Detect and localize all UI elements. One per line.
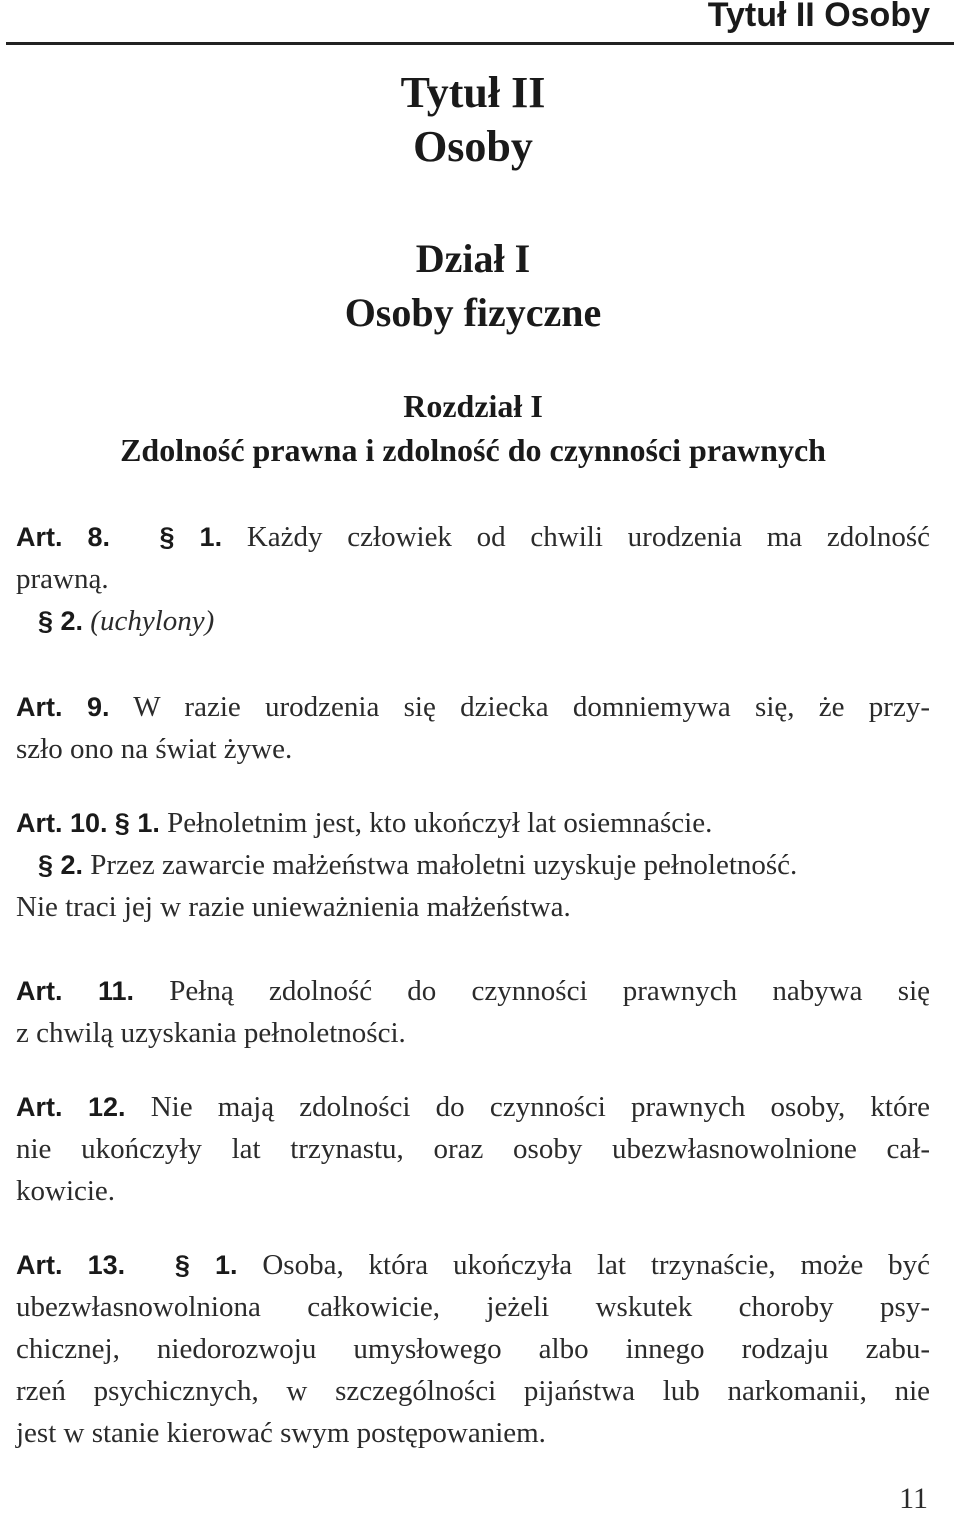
article-10	[16, 802, 930, 928]
article-10-paragraph-2	[16, 844, 930, 886]
title-heading	[0, 66, 946, 174]
article-text: Każdy człowiek od chwili urodzenia ma zdolność	[246, 521, 931, 553]
article-text: Przez zawarcie małżeństwa małoletni uzyskuje pełnoletność.	[90, 849, 798, 881]
running-header: Tytuł II Osoby	[707, 0, 930, 34]
article-text: Nie mają zdolności do czynności prawnych osoby, które	[150, 1091, 930, 1123]
paragraph-number: § 1.	[174, 1250, 238, 1280]
page-number: 11	[899, 1482, 928, 1515]
article-13-line-5: jest w stanie kierować swym postępowaniem.	[16, 1417, 546, 1449]
article-10-line-3: Nie traci jej w razie unieważnienia małżeństwa.	[16, 891, 571, 923]
article-9-line-1	[16, 686, 930, 728]
section-heading	[0, 232, 946, 340]
article-label: Art. 11.	[16, 976, 135, 1006]
article-label: Art. 10.	[16, 808, 108, 838]
article-13-line-2: ubezwłasnowolniona całkowicie, jeżeli wskutek choroby psy-	[16, 1291, 930, 1323]
article-label: Art. 9.	[16, 692, 110, 722]
article-text: (uchylony)	[90, 605, 215, 637]
article-text: Pełną zdolność do czynności prawnych nabywa się	[169, 975, 931, 1007]
article-13-line-4: rzeń psychicznych, w szczególności pijaństwa lub narkomanii, nie	[16, 1375, 930, 1407]
article-8-line-1	[16, 516, 930, 558]
article-12	[16, 1086, 930, 1212]
title-line-1: Tytuł II	[400, 68, 546, 117]
title-line-2: Osoby	[413, 122, 533, 171]
article-12-line-3: kowicie.	[16, 1175, 116, 1207]
article-8-line-2: prawną.	[16, 563, 109, 595]
chapter-line-1: Rozdział I	[403, 388, 543, 424]
chapter-heading	[0, 384, 946, 472]
chapter-line-2: Zdolność prawna i zdolność do czynności prawnych	[120, 432, 826, 468]
article-9	[16, 686, 930, 770]
article-9-line-2: szło ono na świat żywe.	[16, 733, 293, 765]
article-13	[16, 1244, 930, 1454]
article-text: W razie urodzenia się dziecka domniemywa się, że przy-	[133, 691, 930, 723]
article-12-line-1	[16, 1086, 930, 1128]
article-13-line-1	[16, 1244, 930, 1286]
article-8	[16, 516, 930, 642]
article-10-line-1	[16, 802, 930, 844]
paragraph-number: § 1.	[114, 808, 160, 838]
paragraph-number: § 1.	[159, 522, 223, 552]
article-label: Art. 13.	[16, 1250, 126, 1280]
section-line-2: Osoby fizyczne	[344, 290, 602, 335]
header-rule	[6, 42, 954, 45]
article-text: Pełnoletnim jest, kto ukończył lat osiemnaście.	[167, 807, 713, 839]
article-text: Osoba, która ukończyła lat trzynaście, może być	[262, 1249, 930, 1281]
article-label: Art. 12.	[16, 1092, 126, 1122]
section-line-1: Dział I	[415, 236, 531, 281]
paragraph-number: § 2.	[38, 606, 84, 636]
article-8-paragraph-2	[16, 600, 930, 642]
paragraph-number: § 2.	[38, 850, 84, 880]
article-11-line-2: z chwilą uzyskania pełnoletności.	[16, 1017, 406, 1049]
article-11-line-1	[16, 970, 930, 1012]
article-11	[16, 970, 930, 1054]
article-12-line-2: nie ukończyły lat trzynastu, oraz osoby ubezwłasnowolnione cał-	[16, 1133, 930, 1165]
article-13-line-3: chicznej, niedorozwoju umysłowego albo innego rodzaju zabu-	[16, 1333, 930, 1365]
article-label: Art. 8.	[16, 522, 111, 552]
